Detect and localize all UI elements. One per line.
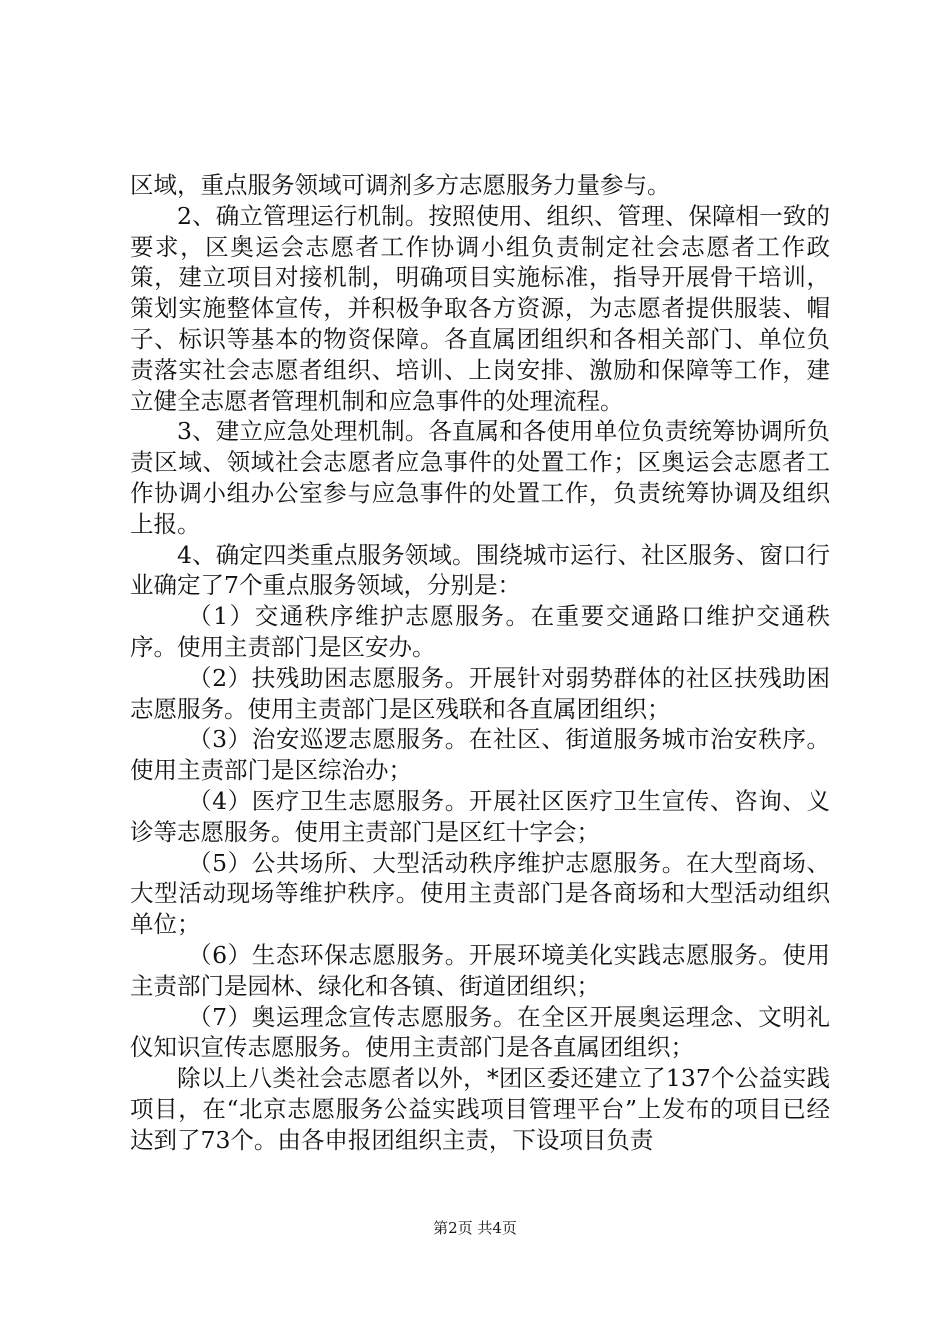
list-item-public-places: （5）公共场所、大型活动秩序维护志愿服务。在大型商场、大型活动现场等维护秩序。使用主责部门是各商场和大型活动组织单位；	[130, 848, 830, 939]
paragraph-management-mechanism: 2、确立管理运行机制。按照使用、组织、管理、保障相一致的要求，区奥运会志愿者工作协调小组负责制定社会志愿者工作政策，建立项目对接机制，明确项目实施标准，指导开展骨干培训，策划实施整体宣传，并积极争取各方资源，为志愿者提供服装、帽子、标识等基本的物资保障。各直属团组织和各相关部门、单位负责落实社会志愿者组织、培训、上岗安排、激励和保障等工作，建立健全志愿者管理机制和应急事件的处理流程。	[130, 201, 830, 415]
paragraph-region-continuation: 区域，重点服务领域可调剂多方志愿服务力量参与。	[130, 171, 671, 199]
list-item-olympic-promotion: （7）奥运理念宣传志愿服务。在全区开展奥运理念、文明礼仪知识宣传志愿服务。使用主责部门是各直属团组织；	[130, 1002, 830, 1062]
document-body	[130, 170, 830, 1156]
list-item-traffic: （1）交通秩序维护志愿服务。在重要交通路口维护交通秩序。使用主责部门是区安办。	[130, 602, 830, 661]
paragraph-emergency-mechanism: 3、建立应急处理机制。各直属和各使用单位负责统筹协调所负责区域、领域社会志愿者应急事件的处置工作；区奥运会志愿者工作协调小组办公室参与应急事件的处置工作，负责统筹协调及组织上报。	[130, 417, 830, 538]
list-item-environment: （6）生态环保志愿服务。开展环境美化实践志愿服务。使用主责部门是园林、绿化和各镇、街道团组织；	[130, 940, 830, 1000]
page-footer: 第2页 共4页	[433, 1219, 517, 1237]
list-item-medical: （4）医疗卫生志愿服务。开展社区医疗卫生宣传、咨询、义诊等志愿服务。使用主责部门是区红十字会；	[130, 786, 830, 846]
list-item-public-security: （3）治安巡逻志愿服务。在社区、街道服务城市治安秩序。使用主责部门是区综治办；	[130, 725, 830, 785]
paragraph-service-areas: 4、确定四类重点服务领域。围绕城市运行、社区服务、窗口行业确定了7个重点服务领域，分别是：	[130, 540, 830, 600]
list-item-disability-aid: （2）扶残助困志愿服务。开展针对弱势群体的社区扶残助困志愿服务。使用主责部门是区残联和各直属团组织；	[130, 663, 830, 723]
paragraph-public-welfare-projects: 除以上八类社会志愿者以外，*团区委还建立了137个公益实践项目，在“北京志愿服务公益实践项目管理平台”上发布的项目已经达到了73个。由各申报团组织主责，下设项目负责	[130, 1064, 830, 1154]
